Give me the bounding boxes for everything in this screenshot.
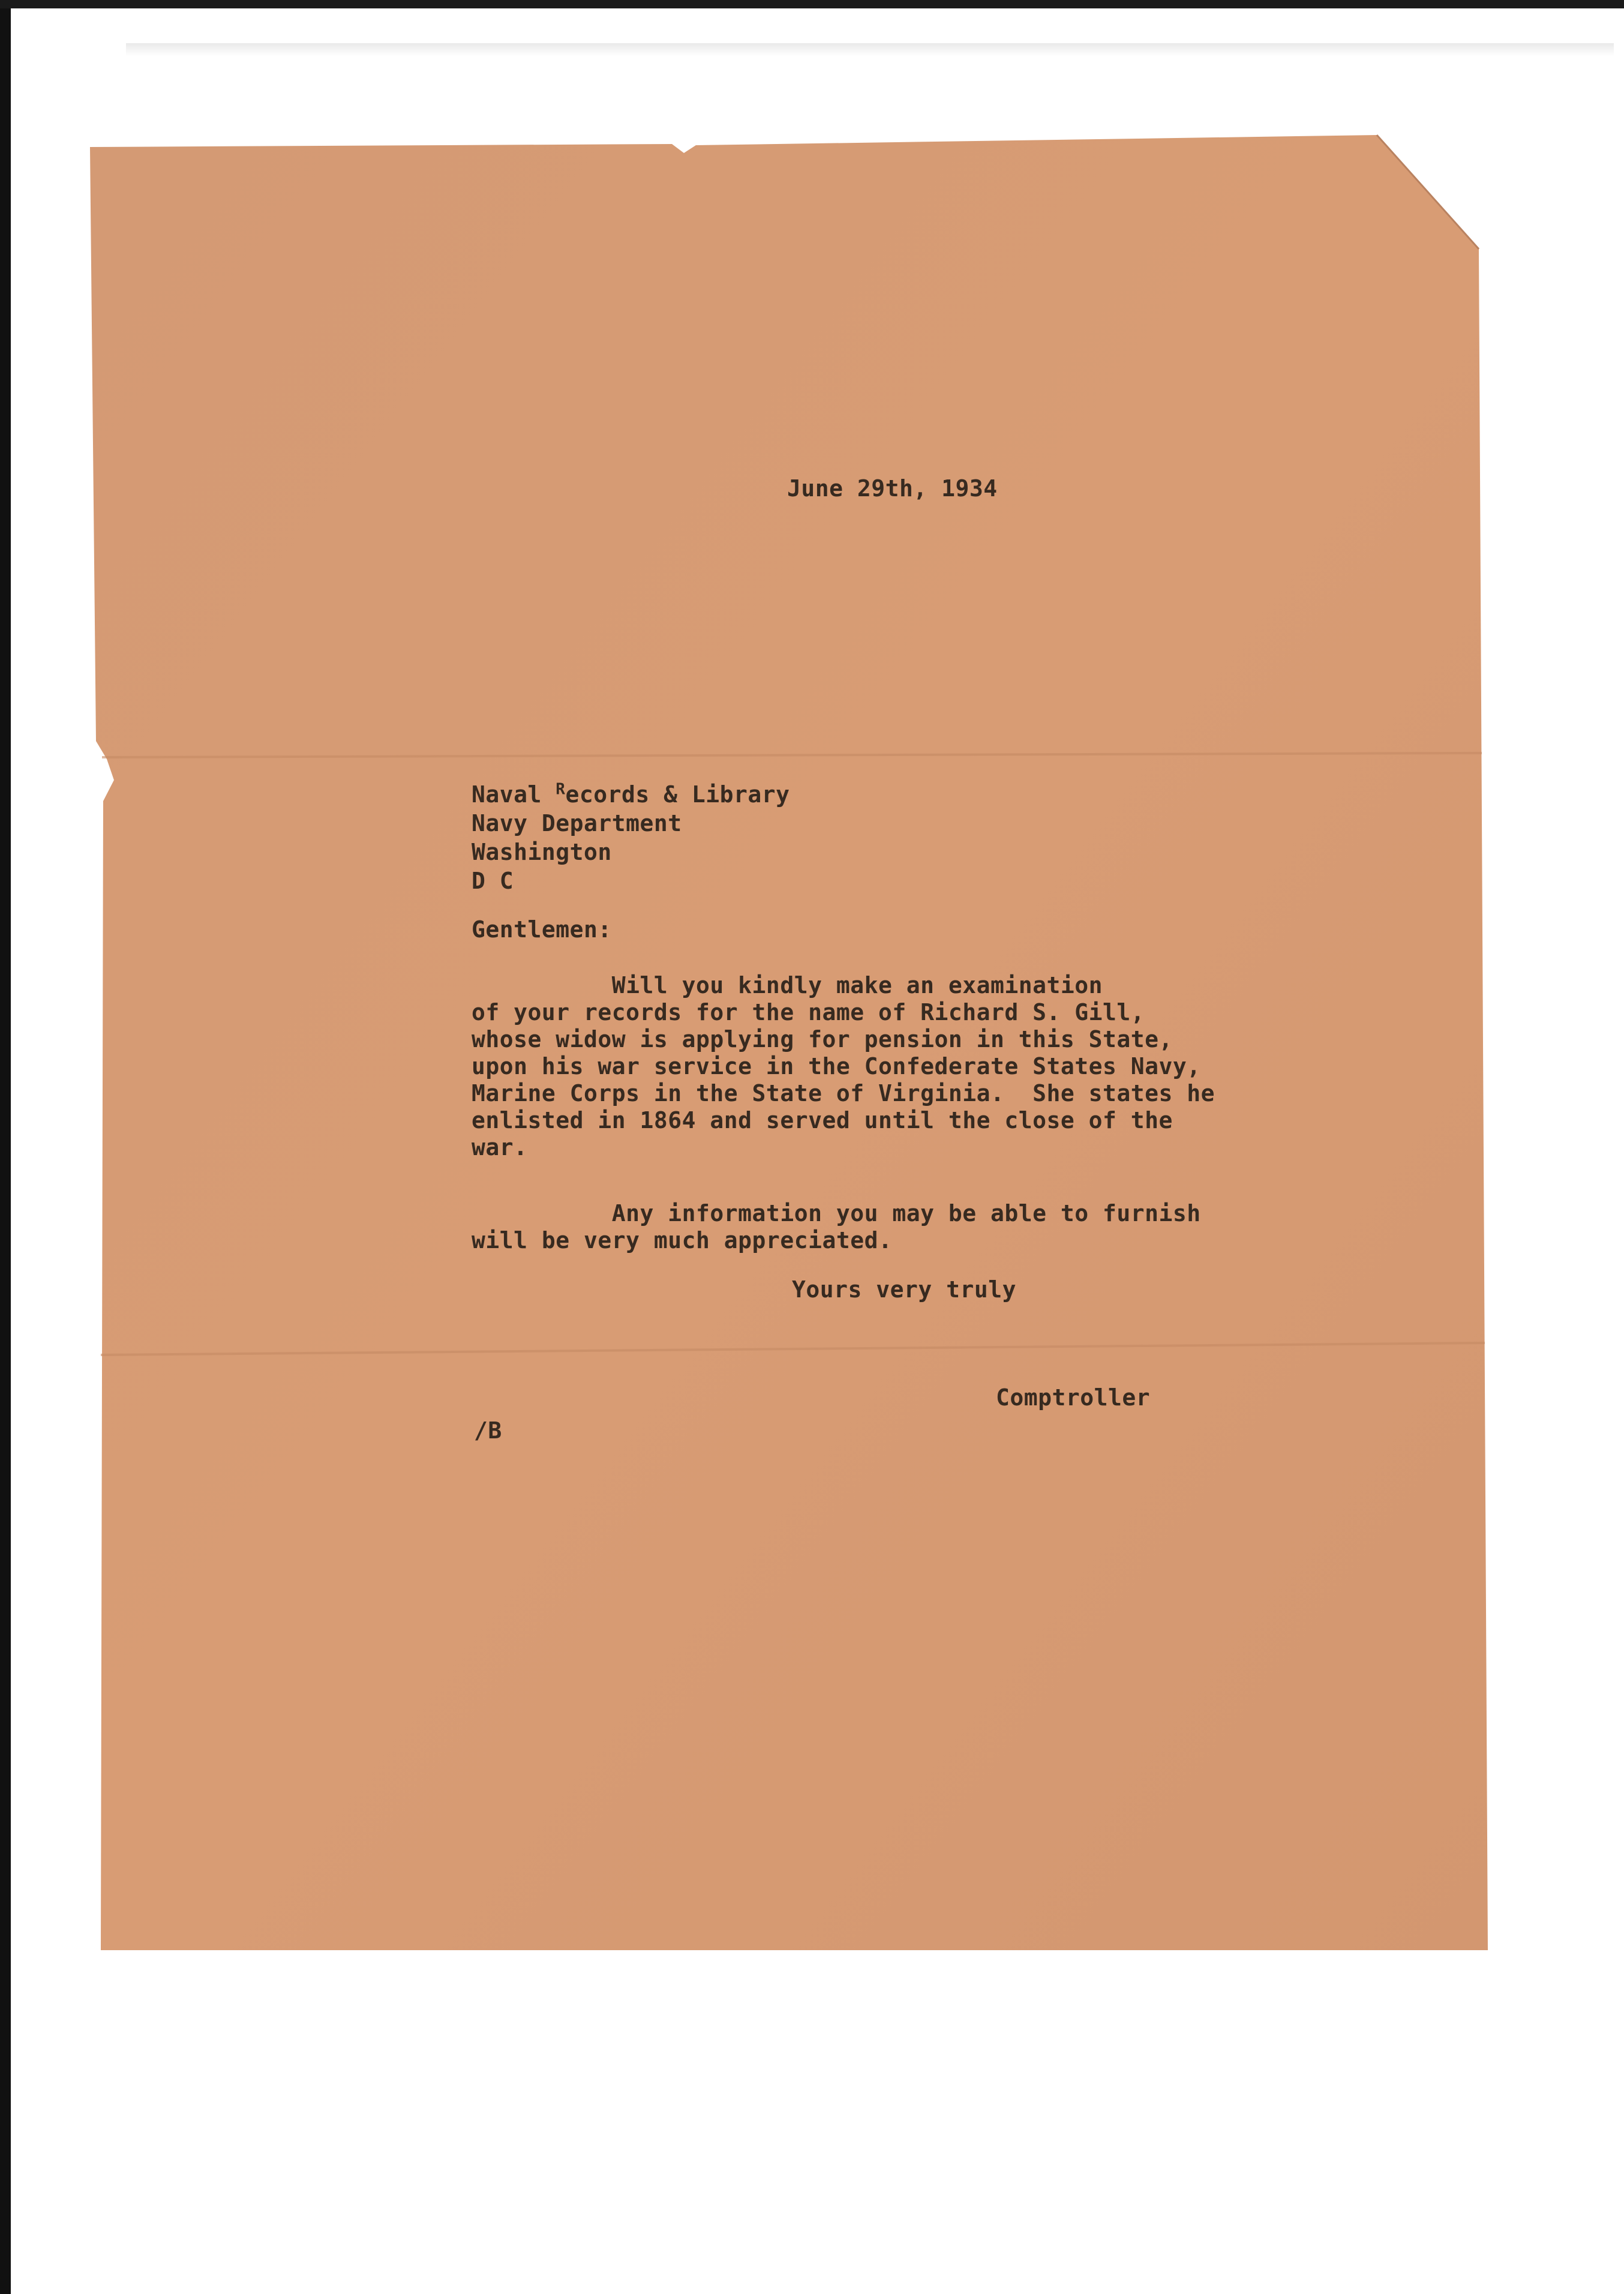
paragraph1-line: of your records for the name of Richard S. Gill, bbox=[472, 999, 1145, 1025]
paragraph1-line: war. bbox=[472, 1134, 528, 1161]
addressee-line2: Navy Department bbox=[472, 810, 682, 836]
paragraph1-line: Will you kindly make an examination bbox=[472, 972, 1103, 998]
typist-initials: /B bbox=[474, 1417, 502, 1444]
paragraph1-line: whose widow is applying for pension in this State, bbox=[472, 1026, 1173, 1052]
addressee-line3: Washington bbox=[472, 839, 612, 865]
paragraph-appreciation bbox=[472, 1200, 1201, 1254]
paragraph2-line: Any information you may be able to furnish bbox=[472, 1200, 1201, 1227]
letter-date: June 29th, 1934 bbox=[787, 475, 998, 502]
salutation: Gentlemen: bbox=[472, 916, 612, 943]
paragraph1-line: enlisted in 1864 and served until the close of the bbox=[472, 1107, 1173, 1133]
paragraph2-line: will be very much appreciated. bbox=[472, 1227, 893, 1254]
addressee-line4: D C bbox=[472, 868, 514, 894]
signature-title: Comptroller bbox=[996, 1384, 1151, 1411]
paragraph1-line: upon his war service in the Confederate States Navy, bbox=[472, 1053, 1201, 1079]
addressee-line1-prefix: Naval bbox=[472, 781, 556, 808]
paragraph-request bbox=[472, 972, 1215, 1161]
addressee-line1-sup: R bbox=[556, 780, 566, 799]
paragraph1-line: Marine Corps in the State of Virginia. She states he bbox=[472, 1080, 1215, 1106]
addressee-block bbox=[472, 780, 790, 895]
closing: Yours very truly bbox=[792, 1276, 1017, 1303]
addressee-line1-rest: ecords & Library bbox=[565, 781, 790, 808]
